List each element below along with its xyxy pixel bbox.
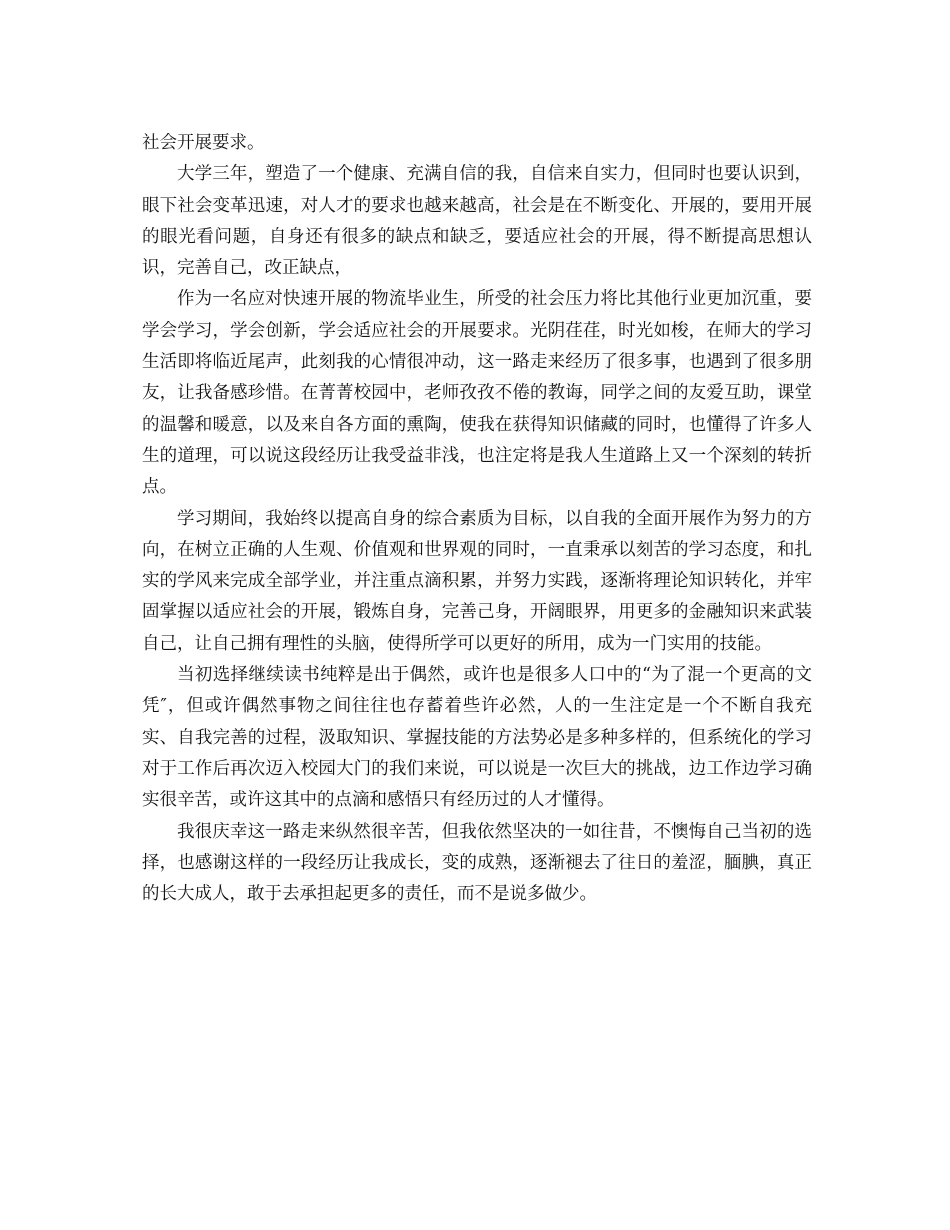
paragraph-continuation: 社会开展要求。 [142, 133, 265, 153]
document-body [142, 128, 812, 910]
paragraph-study-period: 学习期间，我始终以提高自身的综合素质为目标，以自我的全面开展作为努力的方向，在树立正确的人生观、价值观和世界观的同时，一直秉承以刻苦的学习态度，和扎实的学风来完成全部学业，并注重点滴积累，并努力实践，逐渐将理论知识转化，并牢固掌握以适应社会的开展，锻炼自身，完善己身，开阔眼界，用更多的金融知识来武装自己，让自己拥有理性的头脑，使得所学可以更好的所用，成为一门实用的技能。 [142, 508, 812, 654]
paragraph-university-years: 大学三年，塑造了一个健康、充满自信的我，自信来自实力，但同时也要认识到，眼下社会变革迅速，对人才的要求也越来越高，社会是在不断变化、开展的，要用开展的眼光看问题，自身还有很多的缺点和缺乏，要适应社会的开展，得不断提高思想认识，完善自己，改正缺点， [142, 164, 812, 279]
paragraph-initial-choice: 当初选择继续读书纯粹是出于偶然，或许也是很多人口中的“为了混一个更高的文凭″，但或许偶然事物之间往往也存蓄着些许必然，人的一生注定是一个不断自我充实、自我完善的过程，汲取知识、掌握技能的方法势必是多种多样的，但系统化的学习对于工作后再次迈入校园大门的我们来说，可以说是一次巨大的挑战，边工作边学习确实很辛苦，或许这其中的点滴和感悟只有经历过的人才懂得。 [142, 665, 812, 811]
paragraph-gratitude: 我很庆幸这一路走来纵然很辛苦，但我依然坚决的一如往昔，不懊悔自己当初的选择，也感谢这样的一段经历让我成长，变的成熟，逐渐褪去了往日的羞涩，腼腆，真正的长大成人，敢于去承担起更多的责任，而不是说多做少。 [142, 821, 812, 905]
paragraph-logistics-graduate: 作为一名应对快速开展的物流毕业生，所受的社会压力将比其他行业更加沉重，要学会学习，学会创新，学会适应社会的开展要求。光阴荏荏，时光如梭，在师大的学习生活即将临近尾声，此刻我的心情很冲动，这一路走来经历了很多事，也遇到了很多朋友，让我备感珍惜。在菁菁校园中，老师孜孜不倦的教诲，同学之间的友爱互助，课堂的温馨和暖意，以及来自各方面的熏陶，使我在获得知识储藏的同时，也懂得了许多人生的道理，可以说这段经历让我受益非浅，也注定将是我人生道路上又一个深刻的转折点。 [142, 289, 812, 498]
